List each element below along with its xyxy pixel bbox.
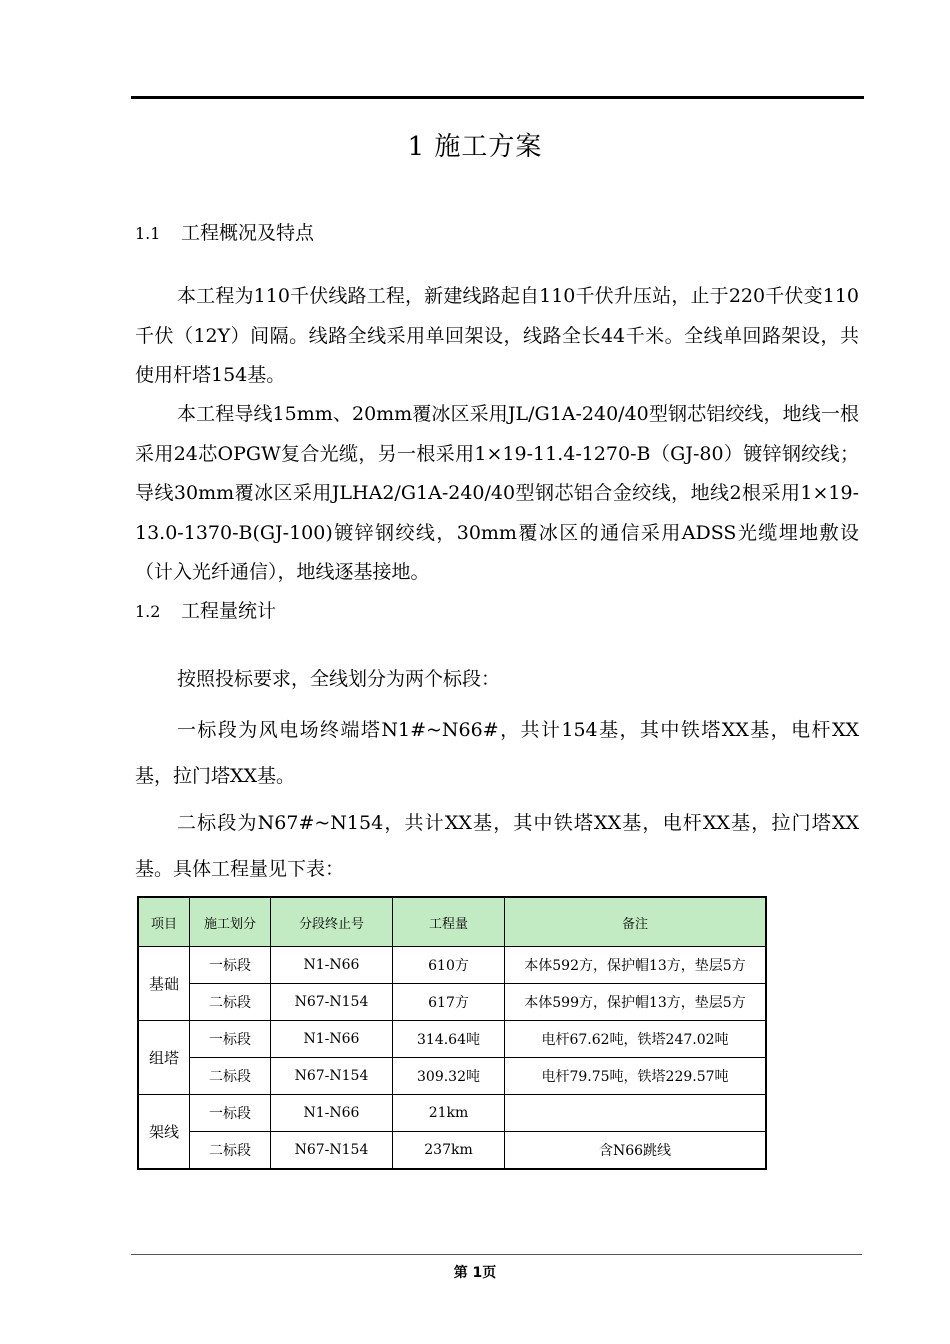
table-cell <box>505 1095 767 1132</box>
header-rule <box>131 96 864 99</box>
table-cell: 电杆67.62吨，铁塔247.02吨 <box>505 1021 767 1058</box>
group-cell: 架线 <box>138 1095 190 1170</box>
paragraph-bid-sections: 按照投标要求，全线划分为两个标段： <box>177 668 501 690</box>
table-header-cell: 施工划分 <box>190 897 271 947</box>
table-cell: 一标段 <box>190 1021 271 1058</box>
section-heading-1-2 <box>135 596 276 623</box>
table-cell: 237km <box>393 1132 505 1170</box>
table-cell: N67-N154 <box>271 984 393 1021</box>
table-cell: 二标段 <box>190 984 271 1021</box>
section-number: 1.2 <box>135 602 161 621</box>
table-cell: N1-N66 <box>271 1021 393 1058</box>
table-header-cell: 工程量 <box>393 897 505 947</box>
table-header-row <box>138 897 766 947</box>
group-cell: 组塔 <box>138 1021 190 1095</box>
paragraph-overview: 本工程为110千伏线路工程，新建线路起自110千伏升压站，止于220千伏变110千伏（12Y）间隔。线路全线采用单回架设，线路全长44千米。全线单回路架设，共使用杆塔154基。 <box>135 285 859 386</box>
table-row <box>138 984 766 1021</box>
paragraph-conductors: 本工程导线15mm、20mm覆冰区采用JL/G1A-240/40型钢芯铝绞线，地线一根采用24芯OPGW复合光缆，另一根采用1×19-11.4-1270-B（GJ-80）镀锌钢绞线；导线30mm覆冰区采用JLHA2/G1A-240/40型钢芯铝合金绞线，地线2根采用1×19-13.0-1370-B(GJ-100)镀锌钢绞线，30mm覆冰区的通信采用ADSS光缆埋地敷设（计入光纤通信），地线逐基接地。 <box>135 403 859 583</box>
quantity-table <box>137 896 767 1170</box>
table-cell: 一标段 <box>190 1095 271 1132</box>
table-cell: 二标段 <box>190 1058 271 1095</box>
page-number: 第 1页 <box>453 1265 497 1281</box>
table-cell: 309.32吨 <box>393 1058 505 1095</box>
table-cell: 617方 <box>393 984 505 1021</box>
table-header-cell: 分段终止号 <box>271 897 393 947</box>
table-cell: N67-N154 <box>271 1132 393 1170</box>
table-cell: N67-N154 <box>271 1058 393 1095</box>
section-label: 工程量统计 <box>181 600 277 622</box>
table-cell: 电杆79.75吨，铁塔229.57吨 <box>505 1058 767 1095</box>
table-cell: 二标段 <box>190 1132 271 1170</box>
group-cell: 基础 <box>138 947 190 1021</box>
page-title: 1 施工方案 <box>407 132 543 162</box>
section-number: 1.1 <box>135 224 161 243</box>
table-cell: N1-N66 <box>271 947 393 984</box>
table-cell: 314.64吨 <box>393 1021 505 1058</box>
table-row <box>138 1058 766 1095</box>
table-row <box>138 1132 766 1170</box>
table-header-cell: 项目 <box>138 897 190 947</box>
table-cell: N1-N66 <box>271 1095 393 1132</box>
paragraph-section-one: 一标段为风电场终端塔N1#~N66#，共计154基，其中铁塔XX基，电杆XX基，拉门塔XX基。 <box>135 719 859 787</box>
table-row <box>138 1095 766 1132</box>
table-cell: 本体592方，保护帽13方，垫层5方 <box>505 947 767 984</box>
table-cell: 本体599方，保护帽13方，垫层5方 <box>505 984 767 1021</box>
section-label: 工程概况及特点 <box>181 222 315 244</box>
footer-rule <box>131 1254 862 1255</box>
paragraph-section-two: 二标段为N67#~N154，共计XX基，其中铁塔XX基，电杆XX基，拉门塔XX基。具体工程量见下表： <box>135 812 859 880</box>
table-cell: 21km <box>393 1095 505 1132</box>
table-row <box>138 947 766 984</box>
table-header-cell: 备注 <box>505 897 767 947</box>
table-row <box>138 1021 766 1058</box>
table-cell: 含N66跳线 <box>505 1132 767 1170</box>
section-heading-1-1 <box>135 218 314 245</box>
table-cell: 610方 <box>393 947 505 984</box>
table-cell: 一标段 <box>190 947 271 984</box>
